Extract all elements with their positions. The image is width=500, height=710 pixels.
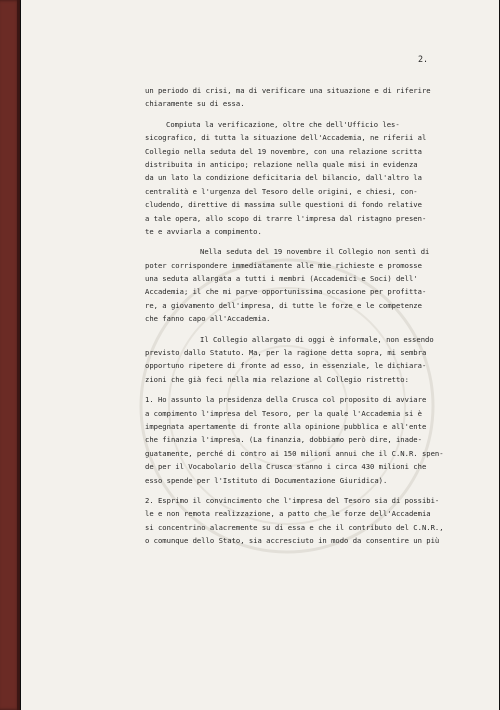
text-line: impegnata apertamente di fronte alla opinione pubblica e all'ente [145, 421, 427, 431]
text-line: zioni che già feci nella mia relazione al Collegio ristretto: [145, 374, 409, 384]
text-line: sicografico, di tutta la situazione dell'Accademia, ne riferii al [145, 133, 427, 143]
text-line: le e non remota realizzazione, a patto che le forze dell'Accademia [145, 509, 431, 519]
text-line: Collegio nella seduta del 19 novembre, con una relazione scritta [145, 146, 422, 156]
text-line: distribuita in anticipo; relazione nella quale misi in evidenza [145, 159, 418, 169]
text-line: Il Collegio allargato di oggi è informale, non essendo [200, 334, 434, 344]
paragraph-gap [145, 326, 445, 333]
text-line: a compimento l'impresa del Tesoro, per la quale l'Accademia si è [145, 408, 422, 418]
text-line: te e avviarla a compimento. [145, 226, 262, 236]
text-line: 1. Ho assunto la presidenza della Crusca col proposito di avviare [145, 395, 427, 405]
text-line: 2. Esprimo il convincimento che l'impresa del Tesoro sia di possibi- [145, 495, 440, 505]
book-spine [17, 0, 19, 710]
text-line: previsto dallo Statuto. Ma, per la ragione detta sopra, mi sembra [145, 348, 427, 358]
page-number: 2. [418, 54, 429, 64]
body-text [145, 84, 445, 548]
text-line: Compiuta la verificazione, oltre che dell'Ufficio les- [166, 119, 400, 129]
text-line: un periodo di crisi, ma di verificare una situazione e di riferire [145, 86, 431, 95]
text-line: Nella seduta del 19 novembre il Collegio non sentì di [200, 247, 430, 257]
text-line: a tale opera, allo scopo di trarre l'impresa dal ristagno presen- [145, 213, 427, 223]
text-line: opportuno ripetere di fronte ad esso, in essenziale, le dichiara- [145, 361, 427, 371]
text-line: de per il Vocabolario della Crusca stanno i circa 430 milioni che [145, 462, 427, 472]
text-line: poter corrispondere immediatamente alle mie richieste e promosse [145, 260, 422, 270]
paragraph-gap [145, 386, 445, 393]
text-line: che fanno capo all'Accademia. [145, 314, 271, 324]
text-line: esso spende per l'Istituto di Documentazione Giuridica). [145, 475, 388, 485]
text-line: da un lato la condizione deficitaria del bilancio, dall'altro la [145, 173, 422, 183]
paragraph-gap [145, 111, 445, 118]
text-line: una seduta allargata a tutti i membri (Accademici e Soci) dell' [145, 274, 418, 284]
paragraph-gap [145, 487, 445, 494]
text-line: guatamente, perché di contro ai 150 milioni annui che il C.N.R. spen- [145, 448, 444, 458]
text-line: re, a giovamento dell'impresa, di tutte le forze e le competenze [145, 300, 422, 310]
text-line: che finanzia l'impresa. (La finanzia, dobbiamo però dire, inade- [145, 435, 422, 445]
text-line: si concentrino alacremente su di essa e che il contributo del C.N.R., [145, 522, 444, 532]
paragraph-gap [145, 238, 445, 245]
text-line: o comunque dello Stato, sia accresciuto in modo da consentire un più [145, 536, 440, 546]
text-line: chiaramente su di essa. [145, 99, 245, 109]
text-line: centralità e l'urgenza del Tesoro delle origini, e chiesi, con- [145, 186, 418, 196]
document-page [21, 0, 499, 710]
text-line: cludendo, direttive di massima sulle questioni di fondo relative [145, 200, 422, 210]
text-line: Accademia; il che mi parve opportunissima occasione per profitta- [145, 287, 427, 297]
